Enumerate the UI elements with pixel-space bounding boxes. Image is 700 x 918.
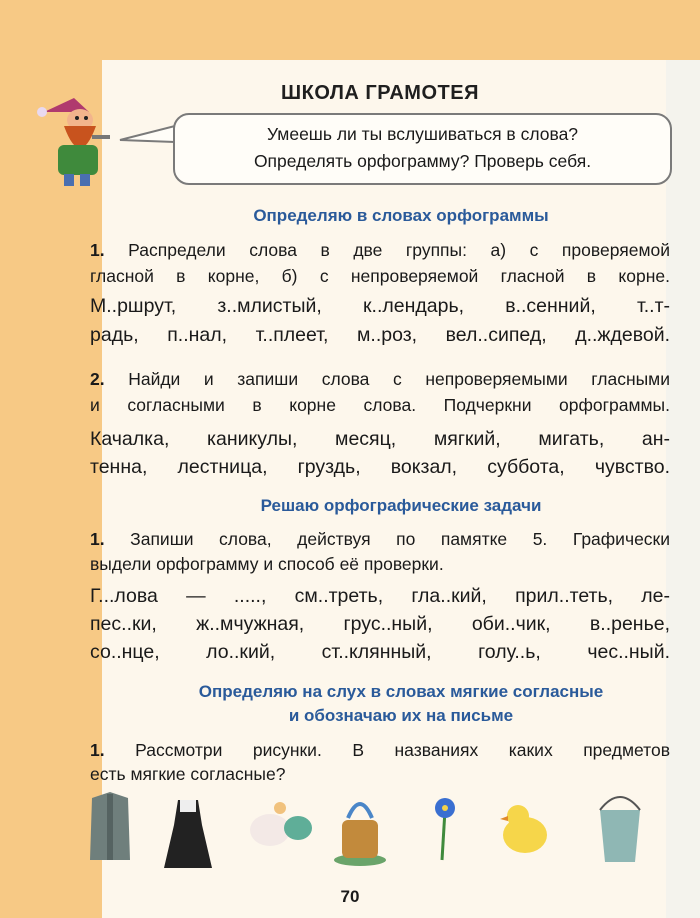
gnome-illustration (34, 90, 114, 190)
task-1-1-line-1: 1. Распредели слова в две группы: а) с проверяемой (90, 240, 670, 260)
task-2-1-words-1: Г...лова — ....., см..треть, гла..кий, прил..теть, ле- (90, 585, 670, 607)
task-1-1-words-1: М..ршрут, з..млистый, к..лендарь, в..сенний, т..т- (90, 295, 670, 317)
task-2-1-line-2: выдели орфограмму и способ её проверки. (90, 554, 444, 574)
task-2-1-words-2: пес..ки, ж..мчужная, грус..ный, оби..чик, в..ренье, (90, 613, 670, 635)
section-heading-2: Решаю орфографические задачи (260, 496, 542, 515)
task-1-2-words-2: тенна, лестница, груздь, вокзал, суббота, чувство. (90, 456, 670, 478)
task-1-1-line-2: гласной в корне, б) с непроверяемой гласной в корне. (90, 266, 670, 286)
task-3-1-line-1: 1. Рассмотри рисунки. В названиях каких предметов (90, 740, 670, 760)
task-2-1-words-3: со..нце, ло..кий, ст..клянный, голу..ь, чес..ный. (90, 641, 670, 663)
chick-picture (500, 805, 547, 853)
speech-bubble (173, 113, 672, 185)
task-2-1-line-1: 1. Запиши слова, действуя по памятке 5. Графически (90, 529, 670, 549)
section-heading-3-line-2: и обозначаю их на письме (288, 706, 514, 725)
task-1-2-line-2: и согласными в корне слова. Подчеркни орфограммы. (90, 395, 670, 415)
pictures-row (80, 780, 670, 870)
page-number: 70 (340, 887, 360, 906)
task-1-2-line-1: 2. Найди и запиши слова с непроверяемыми гласными (90, 369, 670, 389)
task-1-2-words-1: Качалка, каникулы, месяц, мягкий, мигать, ан- (90, 428, 670, 450)
bubble-tail (118, 120, 178, 150)
bubble-line-2: Определять орфограмму? Проверь себя. (253, 151, 592, 171)
section-heading-3-line-1: Определяю на слух в словах мягкие согласные (198, 682, 604, 701)
page-title: ШКОЛА ГРАМОТЕЯ (281, 82, 479, 104)
coat-picture (90, 792, 130, 860)
task-1-1-words-2: радь, п..нал, т..плеет, м..роз, вел..сипед, д..ждевой. (90, 324, 670, 346)
dress-picture (164, 800, 212, 868)
section-heading-1: Определяю в словах орфограммы (253, 206, 549, 225)
bubble-line-1: Умеешь ли ты вслушиваться в слова? (266, 124, 579, 144)
page-edge (666, 60, 700, 918)
fountain-picture (334, 804, 386, 866)
task-3-1-line-2: есть мягкие согласные? (90, 764, 286, 784)
flower-picture (435, 798, 455, 860)
bucket-picture (600, 797, 640, 862)
puppy-picture (250, 802, 312, 846)
